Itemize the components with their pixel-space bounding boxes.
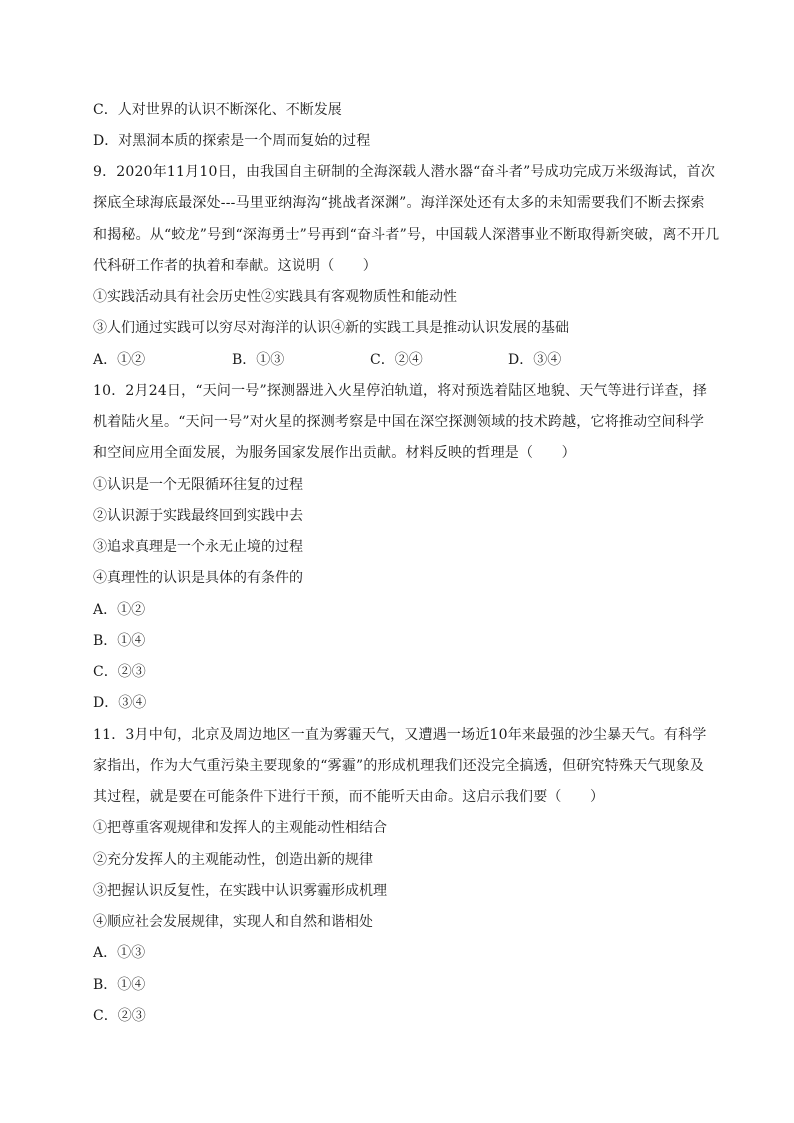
q11-stem-line-2: 家指出，作为大气重污染主要现象的“雾霾”的形成机理我们还没完全搞透，但研究特殊天气现象及: [93, 758, 705, 774]
q11-option-c[interactable]: C．②③: [93, 1008, 146, 1024]
q9-option-b[interactable]: B．①③: [232, 352, 285, 368]
q9-stem-line-4: 代科研工作者的执着和奉献。这说明（ ）: [93, 258, 377, 274]
q10-item-2: ②认识源于实践最终回到实践中去: [93, 508, 303, 524]
q9-stem-line-3: 和揭秘。从“蛟龙”号到“深海勇士”号再到“奋斗者”号，中国载人深潜事业不断取得新突破，离不开几: [93, 227, 720, 243]
q11-item-3: ③把握认识反复性，在实践中认识雾霾形成机理: [93, 883, 387, 899]
q8-option-d: D．对黑洞本质的探索是一个周而复始的过程: [93, 133, 371, 149]
q9-item-2: ③人们通过实践可以穷尽对海洋的认识④新的实践工具是推动认识发展的基础: [93, 320, 569, 336]
q9-stem-line-1: 9．2020年11月10日，由我国自主研制的全海深载人潜水器“奋斗者”号成功完成万米级海试，首次: [93, 164, 716, 180]
q10-item-1: ①认识是一个无限循环往复的过程: [93, 477, 303, 493]
q10-option-b[interactable]: B．①④: [93, 633, 146, 649]
q11-option-a[interactable]: A．①③: [93, 945, 146, 961]
q9-option-d[interactable]: D．③④: [508, 352, 562, 368]
q11-item-1: ①把尊重客观规律和发挥人的主观能动性相结合: [93, 820, 387, 836]
q10-item-3: ③追求真理是一个永无止境的过程: [93, 539, 303, 555]
q10-stem-line-2: 机着陆火星。“天问一号”对火星的探测考察是中国在深空探测领域的技术跨越，它将推动空间科学: [93, 414, 705, 430]
q9-option-a[interactable]: A．①②: [93, 352, 146, 368]
q10-stem-line-3: 和空间应用全面发展，为服务国家发展作出贡献。材料反映的哲理是（ ）: [93, 445, 576, 461]
q10-option-a[interactable]: A．①②: [93, 602, 146, 618]
q10-stem-line-1: 10．2月24日，“天问一号”探测器进入火星停泊轨道，将对预选着陆区地貌、天气等进行详查，择: [93, 383, 708, 399]
q11-option-b[interactable]: B．①④: [93, 977, 146, 993]
q11-item-2: ②充分发挥人的主观能动性，创造出新的规律: [93, 852, 373, 868]
q11-stem-line-3: 其过程，就是要在可能条件下进行干预，而不能听天由命。这启示我们要（ ）: [93, 789, 605, 805]
q10-item-4: ④真理性的认识是具体的有条件的: [93, 570, 303, 586]
q10-option-c[interactable]: C．②③: [93, 664, 146, 680]
q11-stem-line-1: 11．3月中旬，北京及周边地区一直为雾霾天气，又遭遇一场近10年来最强的沙尘暴天气。有科学: [93, 727, 707, 743]
q11-item-4: ④顺应社会发展规律，实现人和自然和谐相处: [93, 914, 373, 930]
q9-stem-line-2: 探底全球海底最深处---马里亚纳海沟“挑战者深渊”。海洋深处还有太多的未知需要我们不断去探索: [93, 195, 705, 211]
q9-item-1: ①实践活动具有社会历史性②实践具有客观物质性和能动性: [93, 289, 457, 305]
q9-option-c[interactable]: C．②④: [370, 352, 423, 368]
q8-option-c: C．人对世界的认识不断深化、不断发展: [93, 102, 342, 118]
q10-option-d[interactable]: D．③④: [93, 695, 147, 711]
